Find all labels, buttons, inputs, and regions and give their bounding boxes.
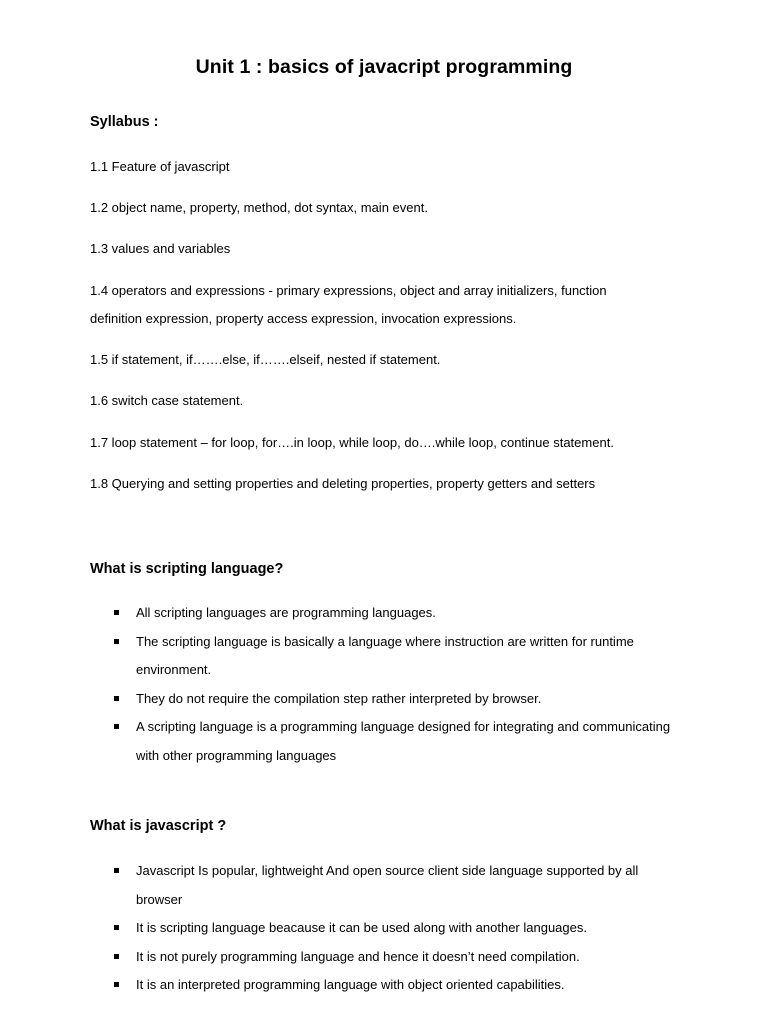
list-item [0,628,676,685]
square-bullet-icon [114,610,119,615]
square-bullet-icon [114,954,119,959]
syllabus-item-1-5: 1.5 if statement, if…….else, if…….elseif, nested if statement. [90,352,441,367]
list-item-text: It is not purely programming language and hence it doesn’t need compilation. [136,948,580,964]
square-bullet-icon [114,696,119,701]
syllabus-item-1-7: 1.7 loop statement – for loop, for….in loop, while loop, do….while loop, continue statement. [90,435,614,450]
syllabus-item-1-3: 1.3 values and variables [90,241,231,256]
list-item-text: The scripting language is basically a language where instruction are written for runtime environment. [136,633,634,677]
list-item [0,971,676,1000]
page-title: Unit 1 : basics of javacript programming [195,56,573,78]
list-item-text: Javascript Is popular, lightweight And open source client side language supported by all browser [136,863,639,907]
list-item [0,943,676,972]
list-item [0,713,676,770]
syllabus-item-1-6: 1.6 switch case statement. [90,393,244,408]
scripting-language-heading: What is scripting language? [90,561,284,577]
square-bullet-icon [114,982,119,987]
list-item-text: They do not require the compilation step rather interpreted by browser. [136,690,542,706]
list-item [0,599,676,628]
syllabus-item-1-4: 1.4 operators and expressions - primary expressions, object and array initializers, function [90,283,607,298]
list-item [0,857,676,914]
syllabus-item-1-4-continued: definition expression, property access expression, invocation expressions. [90,311,517,326]
list-item [0,914,676,943]
javascript-heading: What is javascript ? [90,818,227,834]
syllabus-heading: Syllabus : [90,114,159,130]
list-item-text: It is scripting language beacause it can be used along with another languages. [136,920,587,935]
scripting-language-list [0,599,768,770]
javascript-list [0,857,768,1000]
square-bullet-icon [114,639,119,644]
syllabus-item-1-2: 1.2 object name, property, method, dot syntax, main event. [90,200,428,215]
list-item-text: All scripting languages are programming languages. [136,605,436,620]
square-bullet-icon [114,925,119,930]
list-item [0,685,676,714]
syllabus-item-1-1: 1.1 Feature of javascript [90,159,230,174]
square-bullet-icon [114,868,119,873]
syllabus-item-1-8: 1.8 Querying and setting properties and deleting properties, property getters and setters [90,476,596,491]
square-bullet-icon [114,724,119,729]
list-item-text: It is an interpreted programming language with object oriented capabilities. [136,977,565,992]
list-item-text: A scripting language is a programming language designed for integrating and communicating with other programming languages [136,719,671,763]
